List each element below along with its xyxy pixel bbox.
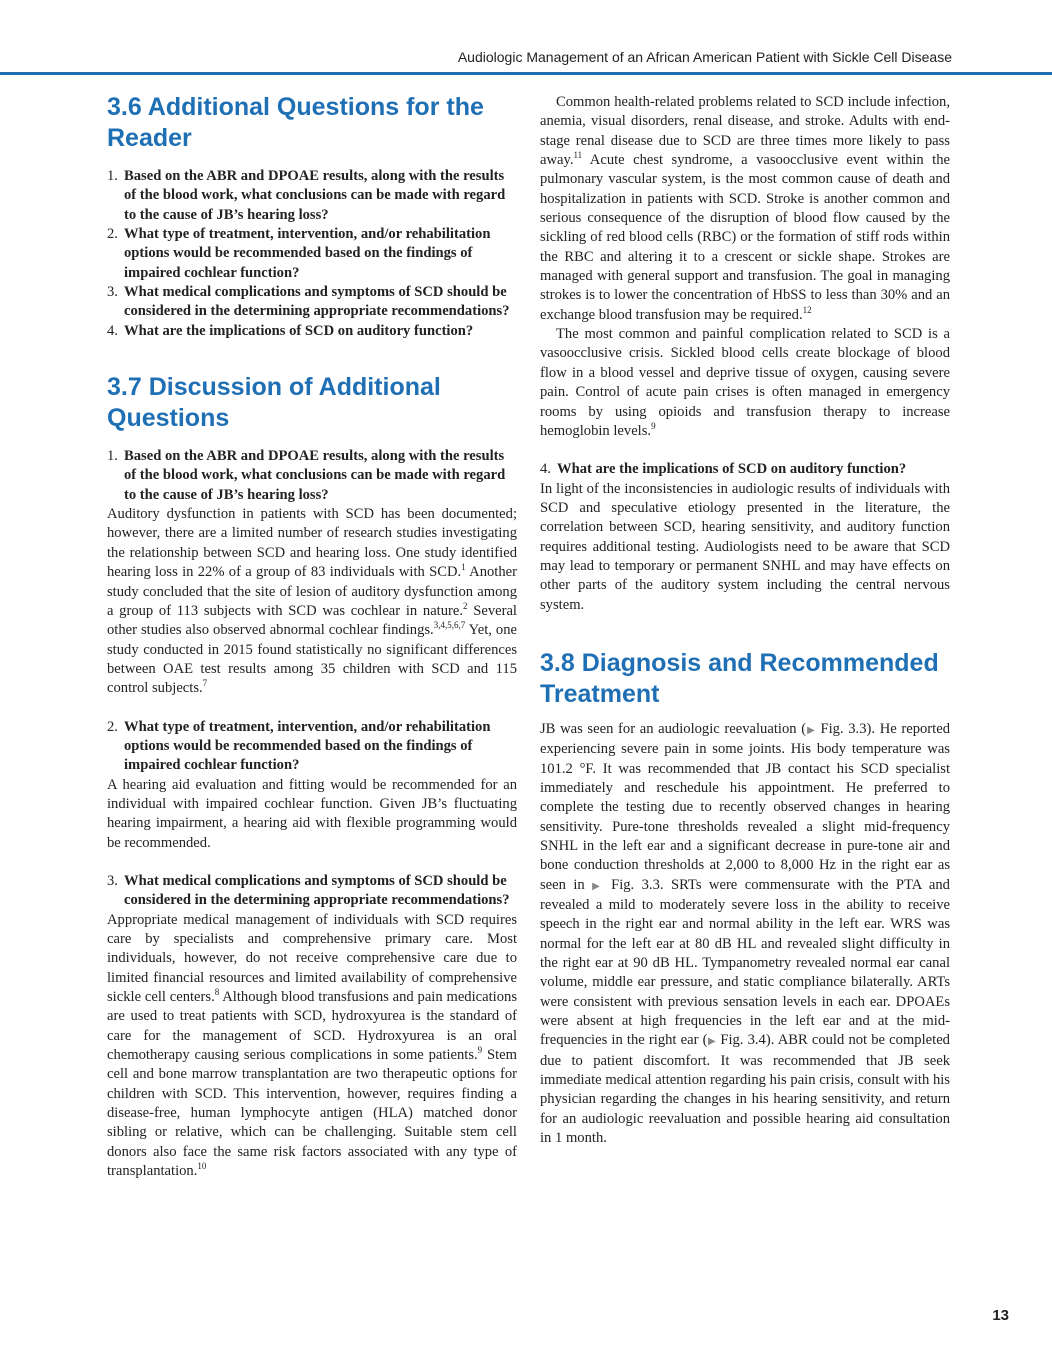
discussion-answer-3-continued-2: The most common and painful complication related to SCD is a vasoocclusive crisis. Sickled blood cells create blockage of blood flow in a blood vessel and deprive tissue of oxygen, causing severe pain. Control of acute pain crises is often managed in emergency rooms by using opioids and transfusion therapy to increase hemoglobin levels.$^9$: [540, 326, 950, 439]
discussion-answer-4: In light of the inconsistencies in audiologic results of individuals with SCD and speculative etiology presented in the literature, the correlation between SCD, hearing sensitivity, and auditory function requires additional testing. Audiologists need to be aware that SCD may lead to temporary or permanent SNHL and may have effects on other parts of the auditory system including the central nervous system.: [540, 480, 950, 613]
question-item: 4. What are the implications of SCD on auditory function?: [107, 322, 474, 339]
discussion-answer-1: Auditory dysfunction in patients with SCD has been documented; however, there are a limited number of research studies investigating the relationship between SCD and hearing loss. One study identified hearing loss in 22% of a group of 83 individuals with SCD.$^1$ Another study concluded that the site of lesion of auditory dysfunction among a group of 113 subjects with SCD was cochlear in nature.$^2$ Several other studies also observed abnormal cochlear findings.$^{3,4,5,6,7}$ Yet, one study conducted in 2015 found statistically no significant differences between OAE test results among 35 children with SCD and 115 control subjects.$^7$: [107, 506, 517, 697]
figure-link[interactable]: Fig. 3.3: [611, 876, 660, 893]
question-item: 1. Based on the ABR and DPOAE results, along with the results of the blood work, what conclusions can be made with regard to the cause of JB’s hearing loss?: [107, 168, 506, 223]
question-item: 2. What type of treatment, intervention, and/or rehabilitation options would be recommended based on the findings of impaired cochlear function?: [107, 226, 491, 281]
right-column: [540, 93, 950, 1149]
question-list-3-6: [107, 167, 517, 341]
section-heading-3-7: 3.7 Discussion of Additional Questions: [107, 373, 441, 433]
discussion-answer-3-continued: Common health-related problems related to SCD include infection, anemia, visual disorders, renal disease, and stroke. Adults with end-stage renal disease due to SCD are three times more likely to pass away.$^{11}$ Acute chest syndrome, a vasoocclusive event within the pulmonary vascular system, is the most common cause of death and hospitalization in patients with SCD. Stroke is another common and serious consequence of the disruption of blood flow caused by the sickling of red blood cells (RBC) or the formation of stiff rods within the RBC and altering it to a crescent or sickle shape. Strokes are managed with general support and transfusion. The goal in managing strokes is to lower the concentration of HbSS to less than 30% and an exchange blood transfusion may be required.$^{12}$: [540, 94, 950, 323]
section-heading-3-6: 3.6 Additional Questions for the Reader: [107, 93, 484, 152]
figure-ref-arrow-icon: ▶: [806, 724, 816, 736]
discussion-question-4: 4. What are the implications of SCD on auditory function?: [540, 461, 907, 478]
discussion-question-2: 2. What type of treatment, intervention, and/or rehabilitation options would be recommended based on the findings of impaired cochlear function?: [107, 718, 491, 774]
header-rule: [0, 72, 1052, 75]
running-header: Audiologic Management of an African American Patient with Sickle Cell Disease: [457, 49, 952, 65]
page-number: 13: [992, 1307, 1009, 1324]
figure-link[interactable]: Fig. 3.3: [820, 720, 867, 737]
question-item: 3. What medical complications and symptoms of SCD should be considered in the determining appropriate recommendations?: [107, 284, 510, 320]
figure-ref-arrow-icon: ▶: [707, 1036, 717, 1048]
left-column: [107, 92, 517, 1181]
discussion-question-3: 3. What medical complications and symptoms of SCD should be considered in the determining appropriate recommendations?: [107, 872, 510, 909]
figure-ref-arrow-icon: ▶: [592, 880, 604, 892]
discussion-question-1: 1. Based on the ABR and DPOAE results, along with the results of the blood work, what conclusions can be made with regard to the cause of JB’s hearing loss?: [107, 448, 506, 503]
discussion-answer-2: A hearing aid evaluation and fitting would be recommended for an individual with impaired cochlear function. Given JB’s fluctuating hearing impairment, a hearing aid with flexible programming would be recommended.: [107, 776, 517, 851]
figure-link[interactable]: Fig. 3.4: [720, 1032, 766, 1049]
diagnosis-paragraph: JB was seen for an audiologic reevaluation (▶ Fig. 3.3). He reported experiencing severe pain in some joints. His body temperature was 101.2 °F. It was recommended that JB contact his SCD specialist immediately and reschedule his appointment. He preferred to complete the testing due to recently observed changes in hearing sensitivity. Pure-tone thresholds revealed a slight mid-frequency SNHL in the left ear and a significant decrease in pure-tone air and bone conduction thresholds at 2,000 to 8,000 Hz in the right ear as seen in ▶ Fig. 3.3. SRTs were commensurate with the PTA and revealed a mild to moderately severe loss in the ability to receive speech in the right ear and normal ability in the left ear. WRS was normal for the left ear at 80 dB HL and revealed slight difficulty in the right ear at 90 dB HL. Tympanometry revealed normal ear canal volume, middle ear pressure, and static compliance bilaterally. ARTs were consistent with previous sensation levels in each ear. DPOAEs were absent at high frequencies in the left ear and at the mid-frequencies in the right ear (▶ Fig. 3.4). ABR could not be completed due to patient discomfort. It was recommended that JB seek immediate medical attention regarding his pain crisis, consult with his physician regarding the changes in his hearing sensitivity, and return for an audiologic reevaluation and possible hearing aid consultation in 1 month.: [540, 720, 950, 1147]
discussion-answer-3: Appropriate medical management of individuals with SCD requires care by specialists and comprehensive primary care. Most individuals, however, do not receive comprehensive care due to limited financial resources and limited availability of comprehensive sickle cell centers.$^8$ Although blood transfusions and pain medications are used to treat patients with SCD, hydroxyurea is the standard of care for the management of SCD. Hydroxyurea is an oral chemotherapy causing serious complications in some patients.$^9$ Stem cell and bone marrow transplantation are two therapeutic options for children with SCD. This intervention, however, requires finding a disease-free, human lymphocyte antigen (HLA) matched donor sibling or relative, which can be challenging. Suitable stem cell donors also face the same risk factors associated with any type of transplantation.$^{10}$: [107, 911, 517, 1180]
section-heading-3-8: 3.8 Diagnosis and Recommended Treatment: [540, 648, 939, 708]
